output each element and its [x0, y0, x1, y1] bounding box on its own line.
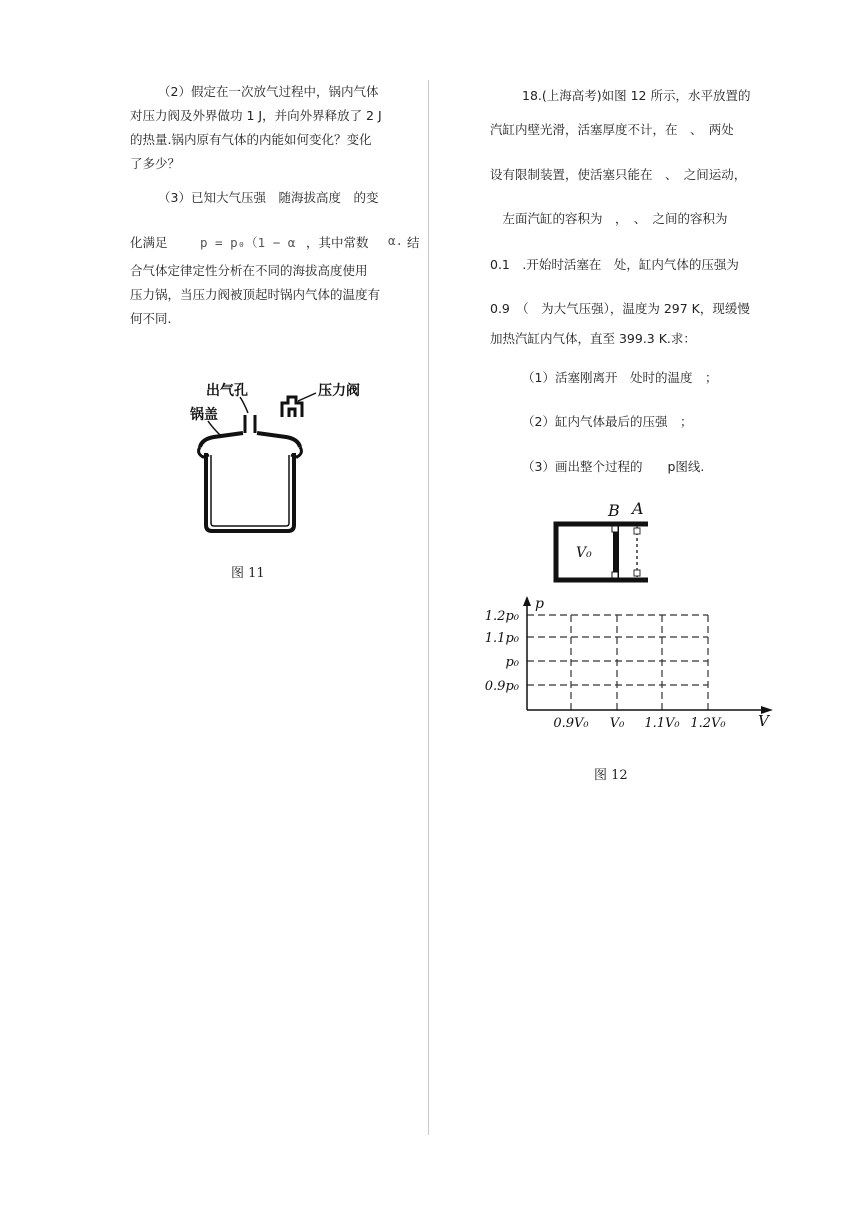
- outlet-pipe: [245, 415, 255, 433]
- x-tick-label: 0.9V₀: [553, 716, 589, 731]
- label-b: B: [608, 501, 620, 520]
- q3-line-2-start: 化满足: [130, 235, 168, 250]
- q3-line-2-mid: ，其中常数: [306, 235, 369, 250]
- q2-line-4: 了多少？: [130, 156, 181, 171]
- q3-rest-text: [130, 259, 420, 331]
- q3-rest-line-1: 合气体定律定性分析在不同的海拔高度使用: [130, 263, 368, 278]
- label-v0: V₀: [576, 545, 592, 561]
- q3-rest-line-3: 何不同.: [130, 311, 172, 326]
- q2-line-1: （2）假定在一次放气过程中，锅内气体: [158, 84, 379, 99]
- problem-18-line-3: 设有限制装置，使活塞只能在 、 之间运动，: [490, 167, 747, 182]
- y-axis-arrow: [523, 596, 531, 606]
- pot-body: [206, 453, 294, 531]
- lid-label: 锅盖: [190, 407, 218, 423]
- q3-line-1: （3）已知大气压强 随海拔高度 的变: [158, 190, 379, 205]
- y-tick-labels: [485, 609, 520, 694]
- constant-symbol: α.: [388, 233, 404, 248]
- valve-leader: [298, 393, 316, 401]
- y-axis-label: p: [535, 596, 544, 612]
- stop-a-top: [634, 528, 640, 534]
- x-tick-label: 1.1V₀: [644, 716, 680, 731]
- problem-18-line-6: 0.9 （ 为大气压强），温度为 297 K，现缓慢: [490, 301, 750, 316]
- sub-question-1: （1）活塞刚离开 处时的温度 ；: [522, 370, 718, 385]
- pressure-formula: p = p₀（1 − α: [200, 235, 296, 250]
- cylinder-diagram: [540, 498, 670, 588]
- question-2-text: [130, 80, 420, 176]
- x-tick-label: 1.2V₀: [690, 716, 726, 731]
- figure-11-caption: 图 11: [231, 566, 265, 581]
- y-tick-label: 0.9p₀: [484, 679, 519, 694]
- pot-inner: [211, 455, 289, 526]
- y-tick-label: 1.2p₀: [484, 609, 519, 624]
- outlet-label: 出气孔: [206, 383, 248, 399]
- label-a: A: [632, 499, 644, 518]
- pv-chart: [465, 592, 785, 734]
- x-tick-labels: [553, 716, 726, 731]
- stop-b-top: [612, 526, 618, 532]
- sub-question-2: （2）缸内气体最后的压强 ；: [522, 414, 693, 429]
- pressure-cooker-figure: [190, 375, 390, 540]
- q2-line-2: 对压力阀及外界做功 1 J，并向外界释放了 2 J: [130, 108, 382, 123]
- x-axis-label: V: [758, 712, 769, 730]
- lid-left-rim: [199, 447, 209, 457]
- stop-b-bottom: [612, 572, 618, 578]
- x-tick-label: V₀: [609, 716, 625, 731]
- valve-label: 压力阀: [318, 383, 360, 399]
- stop-a-bottom: [634, 570, 640, 576]
- lid-right-rim: [291, 447, 301, 457]
- problem-18-line-4: 左面汽缸的容积为 ， 、 之间的容积为: [490, 211, 728, 226]
- column-divider: [428, 80, 429, 1135]
- q3-line-2: [130, 233, 420, 251]
- pot-lid: [200, 433, 300, 447]
- y-tick-label: p₀: [505, 655, 519, 670]
- figure-12-caption: 图 12: [594, 768, 628, 783]
- lid-leader: [208, 421, 220, 435]
- y-tick-label: 1.1p₀: [484, 631, 519, 646]
- outlet-leader: [240, 397, 248, 413]
- q3-rest-line-2: 压力锅，当压力阀被顶起时锅内气体的温度有: [130, 287, 381, 302]
- sub-question-3: （3）画出整个过程的 p图线.: [522, 459, 705, 474]
- problem-18-line-5: 0.1 .开始时活塞在 处，缸内气体的压强为: [490, 257, 739, 272]
- problem-18-line-1: 18.(上海高考)如图 12 所示，水平放置的: [522, 88, 751, 103]
- grid-layer: [527, 615, 708, 710]
- q2-line-3: 的热量.锅内原有气体的内能如何变化？变化: [130, 132, 372, 147]
- q3-line-2-end: 结: [407, 235, 420, 250]
- problem-18-line-2: 汽缸内壁光滑，活塞厚度不计，在 、 两处: [490, 122, 734, 137]
- problem-18-line-7: 加热汽缸内气体，直至 399.3 K.求：: [490, 331, 696, 346]
